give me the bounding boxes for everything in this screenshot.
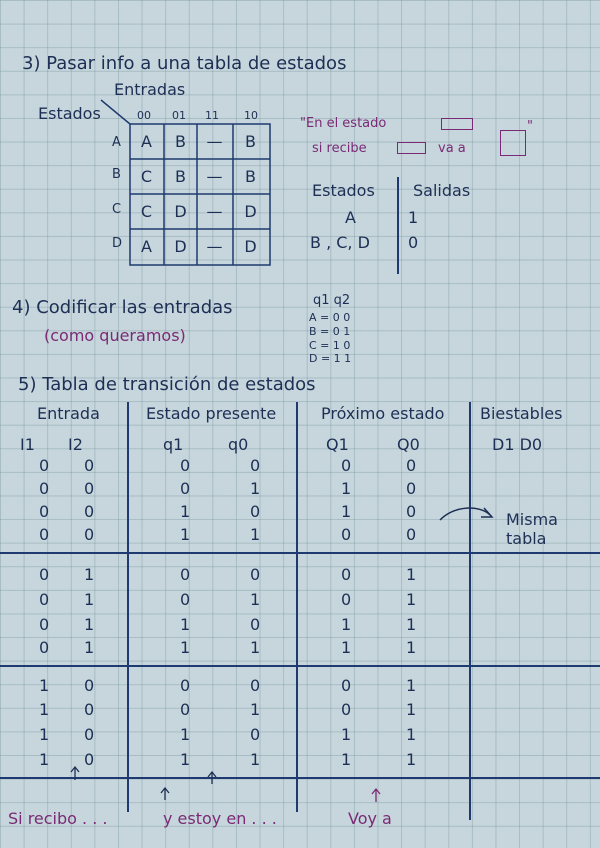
transition-cell-r4-q1: 1 — [180, 525, 191, 544]
subheader-d1-d0: D1 D0 — [492, 435, 543, 454]
transition-cell-r10-Q0: 1 — [406, 700, 417, 719]
transition-cell-r1-i2: 0 — [84, 456, 95, 475]
note-line1: "En el estado — [300, 116, 387, 131]
transition-cell-r9-q0: 0 — [250, 676, 261, 695]
transition-cell-r12-i2: 0 — [84, 750, 95, 769]
state-cell-d-11: — — [206, 237, 223, 256]
transition-cell-r10-q0: 1 — [250, 700, 261, 719]
transition-cell-r7-q0: 0 — [250, 615, 261, 634]
state-cell-b-01: B — [175, 167, 186, 186]
transition-cell-r5-i2: 1 — [84, 565, 95, 584]
section3-title: 3) Pasar info a una tabla de estados — [22, 53, 347, 74]
transition-cell-r8-i2: 1 — [84, 638, 95, 657]
encoding-b: B = 0 1 — [309, 325, 351, 338]
salidas-row1-estados: A — [345, 208, 356, 227]
transition-cell-r12-Q1: 1 — [341, 750, 352, 769]
section4-subtitle: (como queramos) — [44, 326, 186, 345]
encoding-a: A = 0 0 — [309, 311, 351, 324]
state-cell-c-00: C — [140, 202, 153, 221]
subheader-q1: q1 — [163, 435, 184, 454]
salidas-header-salidas: Salidas — [413, 181, 471, 200]
misma-tabla-line1: Misma — [506, 510, 558, 529]
transition-cell-r10-i1: 1 — [39, 700, 50, 719]
encoding-d: D = 1 1 — [309, 352, 352, 365]
transition-cell-r7-Q1: 1 — [341, 615, 352, 634]
row-label-a: A — [112, 135, 121, 150]
transition-cell-r12-i1: 1 — [39, 750, 50, 769]
transition-cell-r2-i1: 0 — [39, 479, 50, 498]
footer-y-estoy-en: y estoy en . . . — [163, 809, 277, 828]
transition-cell-r5-i1: 0 — [39, 565, 50, 584]
group-estado-presente: Estado presente — [146, 404, 277, 423]
section5-title: 5) Tabla de transición de estados — [18, 374, 316, 395]
transition-cell-r11-Q0: 1 — [406, 725, 417, 744]
transition-cell-r6-q1: 0 — [180, 590, 191, 609]
transition-cell-r12-Q0: 1 — [406, 750, 417, 769]
transition-cell-r7-i1: 0 — [39, 615, 50, 634]
row-label-b: B — [112, 167, 121, 182]
transition-cell-r1-Q0: 0 — [406, 456, 417, 475]
state-cell-d-00: A — [141, 237, 152, 256]
transition-cell-r1-Q1: 0 — [341, 456, 352, 475]
transition-cell-r8-Q1: 1 — [341, 638, 352, 657]
transition-cell-r6-Q1: 0 — [341, 590, 352, 609]
transition-cell-r1-q0: 0 — [250, 456, 261, 475]
state-cell-c-11: — — [206, 202, 223, 221]
footer-voy-a: Voy a — [348, 809, 392, 828]
state-cell-b-00: C — [140, 167, 153, 186]
transition-cell-r11-i1: 1 — [39, 725, 50, 744]
transition-cell-r5-q0: 0 — [250, 565, 261, 584]
salidas-row2-estados: B , C, D — [310, 233, 370, 252]
subheader-i1: I1 — [20, 435, 35, 454]
misma-tabla-line2: tabla — [506, 529, 547, 548]
transition-cell-r10-Q1: 0 — [341, 700, 352, 719]
note-line2-a: si recibe — [312, 141, 367, 156]
transition-cell-r6-q0: 1 — [250, 590, 261, 609]
transition-cell-r1-q1: 0 — [180, 456, 191, 475]
salidas-row1-salida: 1 — [408, 208, 419, 227]
transition-cell-r2-Q1: 1 — [341, 479, 352, 498]
transition-cell-r4-i2: 0 — [84, 525, 95, 544]
state-cell-d-10: D — [244, 237, 257, 256]
transition-cell-r10-q1: 0 — [180, 700, 191, 719]
transition-cell-r6-i1: 0 — [39, 590, 50, 609]
col-header-11: 11 — [205, 109, 219, 122]
state-cell-a-01: B — [175, 132, 186, 151]
state-cell-d-01: D — [174, 237, 187, 256]
encoding-c: C = 1 0 — [309, 339, 351, 352]
transition-cell-r2-Q0: 0 — [406, 479, 417, 498]
transition-cell-r2-i2: 0 — [84, 479, 95, 498]
transition-cell-r8-q1: 1 — [180, 638, 191, 657]
transition-cell-r8-q0: 1 — [250, 638, 261, 657]
state-cell-a-11: — — [206, 132, 223, 151]
state-cell-c-01: D — [174, 202, 187, 221]
transition-cell-r3-Q0: 0 — [406, 502, 417, 521]
subheader-Q0: Q0 — [397, 435, 420, 454]
state-cell-a-10: B — [245, 132, 256, 151]
subheader-Q1: Q1 — [326, 435, 349, 454]
transition-cell-r4-Q0: 0 — [406, 525, 417, 544]
transition-cell-r6-Q0: 1 — [406, 590, 417, 609]
transition-cell-r8-Q0: 1 — [406, 638, 417, 657]
transition-cell-r9-i2: 0 — [84, 676, 95, 695]
subheader-q0: q0 — [228, 435, 249, 454]
note-close-quote: " — [527, 119, 533, 134]
transition-cell-r7-Q0: 1 — [406, 615, 417, 634]
transition-cell-r9-Q0: 1 — [406, 676, 417, 695]
transition-cell-r3-i1: 0 — [39, 502, 50, 521]
transition-cell-r11-q0: 0 — [250, 725, 261, 744]
row-label-c: C — [112, 202, 122, 217]
row-label-d: D — [112, 236, 123, 251]
transition-cell-r5-q1: 0 — [180, 565, 191, 584]
transition-cell-r7-i2: 1 — [84, 615, 95, 634]
transition-cell-r10-i2: 0 — [84, 700, 95, 719]
transition-cell-r9-q1: 0 — [180, 676, 191, 695]
transition-cell-r2-q0: 1 — [250, 479, 261, 498]
transition-cell-r3-q0: 0 — [250, 502, 261, 521]
group-proximo-estado: Próximo estado — [321, 404, 445, 423]
transition-cell-r11-q1: 1 — [180, 725, 191, 744]
state-cell-b-10: B — [245, 167, 256, 186]
transition-cell-r11-Q1: 1 — [341, 725, 352, 744]
footer-si-recibo: Si recibo . . . — [8, 809, 108, 828]
subheader-i2: I2 — [68, 435, 83, 454]
transition-cell-r12-q1: 1 — [180, 750, 191, 769]
salidas-header-estados: Estados — [312, 181, 375, 200]
transition-cell-r9-i1: 1 — [39, 676, 50, 695]
state-cell-a-00: A — [141, 132, 152, 151]
note-line2-b: va a — [438, 141, 466, 156]
col-header-10: 10 — [244, 109, 258, 122]
transition-cell-r3-Q1: 1 — [341, 502, 352, 521]
state-cell-b-11: — — [206, 167, 223, 186]
transition-cell-r5-Q0: 1 — [406, 565, 417, 584]
transition-cell-r6-i2: 1 — [84, 590, 95, 609]
state-cell-c-10: D — [244, 202, 257, 221]
transition-cell-r3-q1: 1 — [180, 502, 191, 521]
group-biestables: Biestables — [480, 404, 563, 423]
transition-cell-r4-q0: 1 — [250, 525, 261, 544]
transition-cell-r4-i1: 0 — [39, 525, 50, 544]
encoding-header: q1 q2 — [313, 293, 351, 308]
col-header-01: 01 — [172, 109, 186, 122]
transition-cell-r9-Q1: 0 — [341, 676, 352, 695]
transition-cell-r5-Q1: 0 — [341, 565, 352, 584]
transition-cell-r1-i1: 0 — [39, 456, 50, 475]
section4-title: 4) Codificar las entradas — [12, 297, 233, 318]
transition-cell-r11-i2: 0 — [84, 725, 95, 744]
entradas-label: Entradas — [114, 80, 186, 99]
transition-cell-r7-q1: 1 — [180, 615, 191, 634]
transition-cell-r4-Q1: 0 — [341, 525, 352, 544]
salidas-row2-salida: 0 — [408, 233, 419, 252]
transition-cell-r2-q1: 0 — [180, 479, 191, 498]
transition-cell-r8-i1: 0 — [39, 638, 50, 657]
col-header-00: 00 — [137, 109, 151, 122]
transition-cell-r12-q0: 1 — [250, 750, 261, 769]
transition-cell-r3-i2: 0 — [84, 502, 95, 521]
estados-label: Estados — [38, 104, 101, 123]
group-entrada: Entrada — [37, 404, 100, 423]
